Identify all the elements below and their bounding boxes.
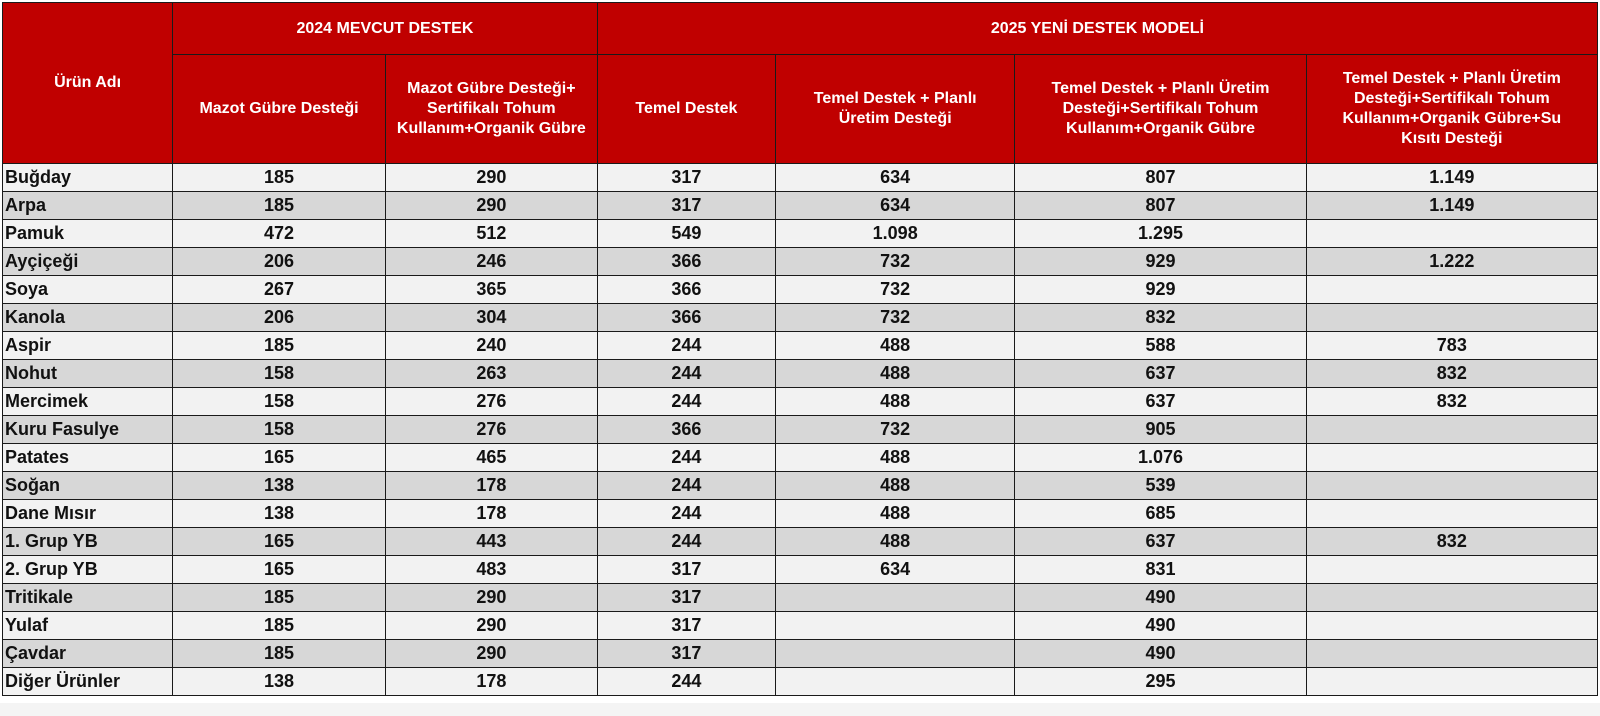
value-cell: 185: [173, 612, 386, 640]
table-row: [3, 220, 1598, 248]
value-cell: 365: [385, 276, 597, 304]
table-row: [3, 248, 1598, 276]
product-name-cell: Dane Mısır: [3, 500, 173, 528]
table-row: [3, 304, 1598, 332]
value-cell: 290: [385, 640, 597, 668]
value-cell: 263: [385, 360, 597, 388]
column-header: Temel Destek: [597, 55, 775, 164]
table-row: [3, 332, 1598, 360]
value-cell: 1.222: [1306, 248, 1597, 276]
product-column-header: Ürün Adı: [3, 3, 173, 164]
value-cell: 685: [1015, 500, 1306, 528]
product-name-cell: Nohut: [3, 360, 173, 388]
value-cell: 807: [1015, 192, 1306, 220]
value-cell: 244: [597, 528, 775, 556]
value-cell: 290: [385, 164, 597, 192]
value-cell: 490: [1015, 584, 1306, 612]
value-cell: 732: [776, 304, 1015, 332]
value-cell: [1306, 276, 1597, 304]
group-header-2024: 2024 MEVCUT DESTEK: [173, 3, 598, 55]
table-row: [3, 640, 1598, 668]
product-name-cell: Yulaf: [3, 612, 173, 640]
table-row: [3, 500, 1598, 528]
value-cell: 317: [597, 556, 775, 584]
value-cell: [776, 584, 1015, 612]
value-cell: 295: [1015, 668, 1306, 696]
table-row: [3, 164, 1598, 192]
value-cell: 929: [1015, 248, 1306, 276]
value-cell: 165: [173, 528, 386, 556]
value-cell: [1306, 584, 1597, 612]
value-cell: 483: [385, 556, 597, 584]
product-name-cell: 1. Grup YB: [3, 528, 173, 556]
value-cell: 1.295: [1015, 220, 1306, 248]
value-cell: 244: [597, 332, 775, 360]
value-cell: 807: [1015, 164, 1306, 192]
table-row: [3, 276, 1598, 304]
value-cell: 246: [385, 248, 597, 276]
value-cell: 185: [173, 640, 386, 668]
table-row: [3, 444, 1598, 472]
value-cell: [1306, 668, 1597, 696]
value-cell: 185: [173, 584, 386, 612]
value-cell: [1306, 444, 1597, 472]
value-cell: 732: [776, 416, 1015, 444]
product-name-cell: 2. Grup YB: [3, 556, 173, 584]
header-row-groups: [3, 3, 1598, 55]
value-cell: 832: [1015, 304, 1306, 332]
value-cell: [1306, 416, 1597, 444]
table-row: [3, 472, 1598, 500]
value-cell: 366: [597, 276, 775, 304]
product-name-cell: Çavdar: [3, 640, 173, 668]
value-cell: 634: [776, 192, 1015, 220]
value-cell: 832: [1306, 528, 1597, 556]
value-cell: [1306, 472, 1597, 500]
support-table: [2, 2, 1598, 696]
value-cell: 165: [173, 556, 386, 584]
product-name-cell: Ayçiçeği: [3, 248, 173, 276]
table-row: [3, 612, 1598, 640]
column-header: Mazot Gübre Desteği+ Sertifikalı Tohum Kullanım+Organik Gübre: [385, 55, 597, 164]
value-cell: 240: [385, 332, 597, 360]
value-cell: 290: [385, 612, 597, 640]
value-cell: 488: [776, 360, 1015, 388]
table-row: [3, 584, 1598, 612]
value-cell: 732: [776, 248, 1015, 276]
value-cell: 472: [173, 220, 386, 248]
value-cell: 158: [173, 416, 386, 444]
value-cell: 637: [1015, 528, 1306, 556]
value-cell: 304: [385, 304, 597, 332]
value-cell: 158: [173, 388, 386, 416]
value-cell: 637: [1015, 360, 1306, 388]
value-cell: 244: [597, 444, 775, 472]
value-cell: 831: [1015, 556, 1306, 584]
value-cell: 832: [1306, 360, 1597, 388]
value-cell: 488: [776, 332, 1015, 360]
value-cell: 244: [597, 360, 775, 388]
value-cell: 244: [597, 668, 775, 696]
group-header-2025: 2025 YENİ DESTEK MODELİ: [597, 3, 1597, 55]
value-cell: [1306, 304, 1597, 332]
value-cell: 290: [385, 584, 597, 612]
value-cell: 165: [173, 444, 386, 472]
value-cell: 465: [385, 444, 597, 472]
column-header: Temel Destek + Planlı Üretim Desteği: [776, 55, 1015, 164]
value-cell: 1.098: [776, 220, 1015, 248]
value-cell: 138: [173, 472, 386, 500]
value-cell: 634: [776, 556, 1015, 584]
product-name-cell: Tritikale: [3, 584, 173, 612]
column-header: Mazot Gübre Desteği: [173, 55, 386, 164]
value-cell: 185: [173, 164, 386, 192]
value-cell: 366: [597, 416, 775, 444]
value-cell: 1.076: [1015, 444, 1306, 472]
value-cell: 317: [597, 164, 775, 192]
value-cell: [776, 668, 1015, 696]
value-cell: [776, 612, 1015, 640]
value-cell: 929: [1015, 276, 1306, 304]
value-cell: 490: [1015, 640, 1306, 668]
table-row: [3, 668, 1598, 696]
value-cell: 637: [1015, 388, 1306, 416]
value-cell: 276: [385, 388, 597, 416]
value-cell: [1306, 500, 1597, 528]
value-cell: 206: [173, 304, 386, 332]
value-cell: 512: [385, 220, 597, 248]
table-body: [3, 164, 1598, 696]
value-cell: 317: [597, 640, 775, 668]
value-cell: 1.149: [1306, 192, 1597, 220]
value-cell: 317: [597, 612, 775, 640]
value-cell: 178: [385, 500, 597, 528]
product-name-cell: Pamuk: [3, 220, 173, 248]
value-cell: 138: [173, 668, 386, 696]
value-cell: [1306, 612, 1597, 640]
value-cell: 488: [776, 472, 1015, 500]
table-row: [3, 528, 1598, 556]
product-name-cell: Kanola: [3, 304, 173, 332]
value-cell: [776, 640, 1015, 668]
value-cell: 317: [597, 192, 775, 220]
value-cell: 244: [597, 388, 775, 416]
table-row: [3, 556, 1598, 584]
value-cell: 1.149: [1306, 164, 1597, 192]
value-cell: 634: [776, 164, 1015, 192]
value-cell: 244: [597, 500, 775, 528]
value-cell: 539: [1015, 472, 1306, 500]
value-cell: 366: [597, 248, 775, 276]
table-row: [3, 416, 1598, 444]
value-cell: 366: [597, 304, 775, 332]
value-cell: 488: [776, 388, 1015, 416]
product-name-cell: Diğer Ürünler: [3, 668, 173, 696]
value-cell: 488: [776, 528, 1015, 556]
value-cell: 290: [385, 192, 597, 220]
table-row: [3, 360, 1598, 388]
value-cell: 206: [173, 248, 386, 276]
product-name-cell: Soya: [3, 276, 173, 304]
product-name-cell: Soğan: [3, 472, 173, 500]
value-cell: 490: [1015, 612, 1306, 640]
product-name-cell: Patates: [3, 444, 173, 472]
value-cell: 732: [776, 276, 1015, 304]
value-cell: 244: [597, 472, 775, 500]
value-cell: 905: [1015, 416, 1306, 444]
value-cell: 178: [385, 472, 597, 500]
product-name-cell: Buğday: [3, 164, 173, 192]
product-name-cell: Kuru Fasulye: [3, 416, 173, 444]
value-cell: 317: [597, 584, 775, 612]
table-row: [3, 388, 1598, 416]
column-header: Temel Destek + Planlı Üretim Desteği+Sertifikalı Tohum Kullanım+Organik Gübre: [1015, 55, 1306, 164]
value-cell: 158: [173, 360, 386, 388]
value-cell: 488: [776, 444, 1015, 472]
value-cell: 488: [776, 500, 1015, 528]
product-name-cell: Aspir: [3, 332, 173, 360]
value-cell: [1306, 556, 1597, 584]
product-name-cell: Arpa: [3, 192, 173, 220]
value-cell: 138: [173, 500, 386, 528]
value-cell: 185: [173, 192, 386, 220]
column-header: Temel Destek + Planlı Üretim Desteği+Sertifikalı Tohum Kullanım+Organik Gübre+Su Kısıtı Desteği: [1306, 55, 1597, 164]
header-row-columns: [3, 55, 1598, 164]
value-cell: 178: [385, 668, 597, 696]
value-cell: [1306, 640, 1597, 668]
value-cell: 588: [1015, 332, 1306, 360]
value-cell: 783: [1306, 332, 1597, 360]
product-name-cell: Mercimek: [3, 388, 173, 416]
value-cell: [1306, 220, 1597, 248]
value-cell: 832: [1306, 388, 1597, 416]
table-row: [3, 192, 1598, 220]
value-cell: 185: [173, 332, 386, 360]
bottom-strip: [0, 703, 1600, 716]
value-cell: 549: [597, 220, 775, 248]
value-cell: 267: [173, 276, 386, 304]
value-cell: 443: [385, 528, 597, 556]
value-cell: 276: [385, 416, 597, 444]
